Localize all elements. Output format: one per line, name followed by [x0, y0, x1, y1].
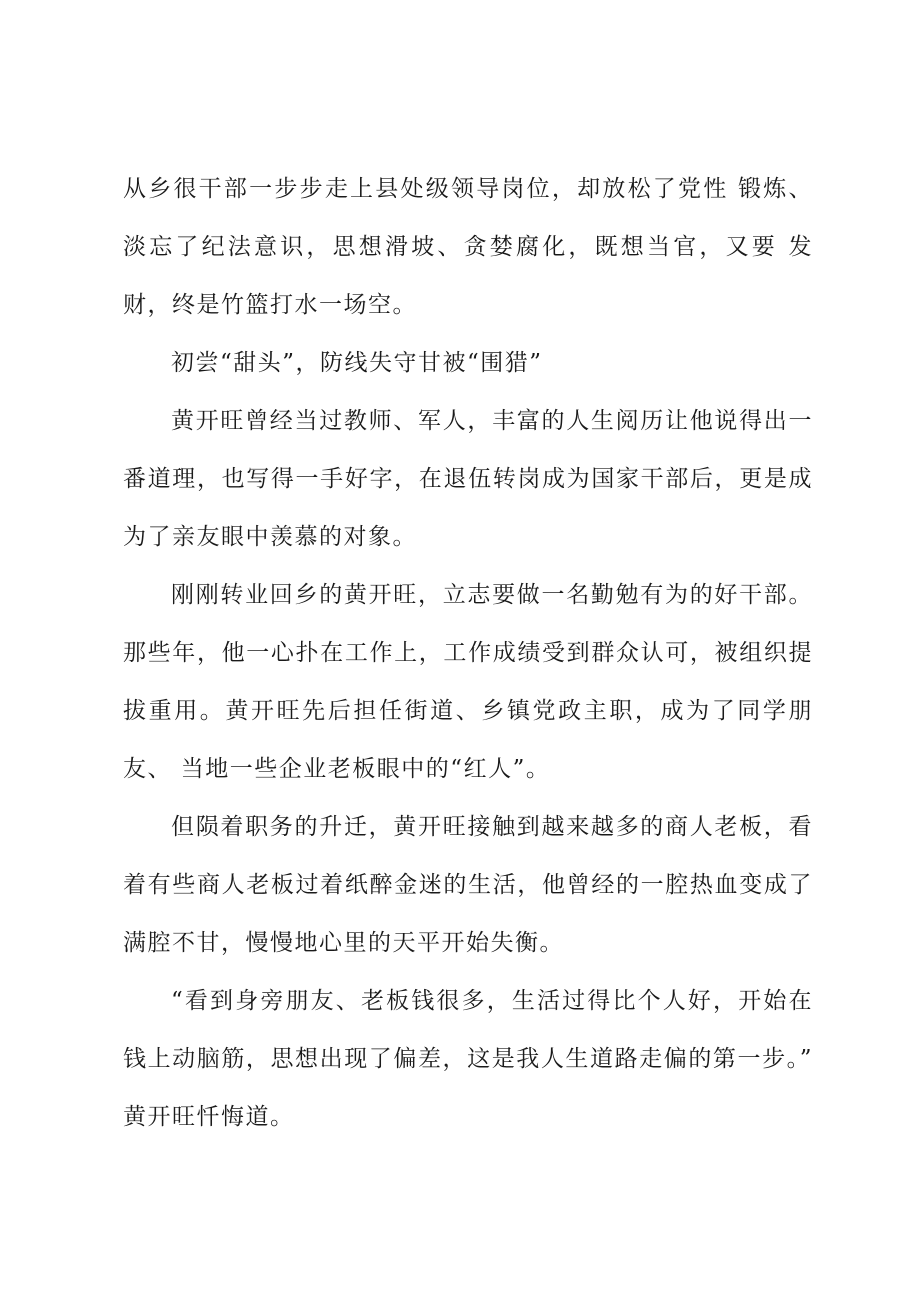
paragraph-background: 黄开旺曾经当过教师、军人，丰富的人生阅历让他说得出一 番道理，也写得一手好字，在退伍转岗成为国家干部后，更是成 为了亲友眼中羡慕的对象。: [123, 408, 813, 550]
paragraph-continuation: 从乡很干部一步步走上县处级领导岗位，却放松了党性 锻炼、淡忘了纪法意识，思想滑坡、贪婪腐化，既想当官，又要 发财，终是竹篮打水一场空。: [123, 176, 813, 318]
document-body: [123, 160, 813, 1146]
paragraph-imbalance: 但陨着职务的升迁，黄开旺接触到越来越多的商人老板，看 着有些商人老板过着纸醉金迷的生活，他曾经的一腔热血变成了 满腔不甘，慢慢地心里的天平开始失衡。: [123, 814, 813, 956]
section-heading: 初尝“甜头”，防线失守甘被“围猎”: [171, 350, 543, 376]
paragraph-early-career: 刚刚转业回乡的黄开旺，立志要做一名勤勉有为的好干部。 那些年，他一心扑在工作上，工作成绩受到群众认可，被组织提 拔重用。黄开旺先后担任街道、乡镇党政主职，成为了同学朋友、 当地一些企业老板眼中的“红人”。: [123, 582, 813, 782]
paragraph-quote: “看到身旁朋友、老板钱很多，生活过得比个人好，开始在 钱上动脑筋，思想出现了偏差，这是我人生道路走偏的第一步。” 黄开旺忏悔道。: [123, 988, 813, 1130]
